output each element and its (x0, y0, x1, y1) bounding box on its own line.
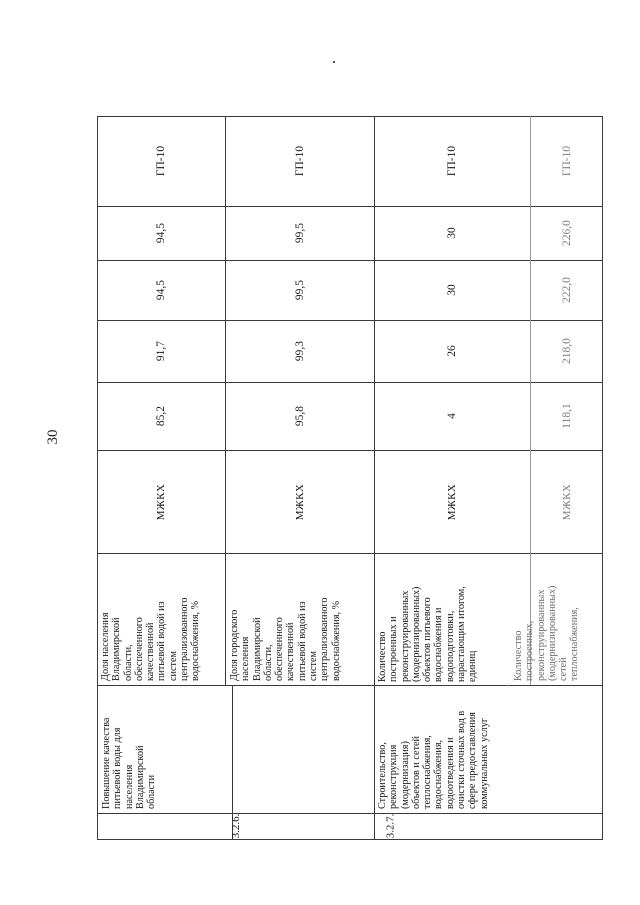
indicator-1-value-2 (97, 320, 225, 382)
measure-line: Строительство, (377, 742, 388, 809)
indicator-name (513, 586, 581, 681)
indicator-1-value-4 (97, 206, 225, 260)
measure-line: теплоснабжения, (422, 735, 434, 809)
value: 91,7 (155, 340, 167, 362)
indicator-line: качественной (285, 622, 297, 681)
indicator-2-executor-cell (225, 450, 374, 553)
indicator-line: водоснабжения, % (190, 600, 202, 681)
indicator-line: Доля городского (229, 609, 240, 681)
row-code: 3.2.7. (384, 813, 397, 839)
indicator-1-program (97, 116, 225, 206)
indicator-line: систем (308, 651, 320, 681)
indicator-line: обеспеченного (274, 617, 286, 681)
measure-line: реконструкция (388, 744, 400, 809)
indicator-line: централизованного (319, 597, 331, 681)
indicator-name (100, 597, 202, 681)
program-value: ГП-10 (446, 145, 458, 177)
indicator-1-value-3 (97, 260, 225, 320)
measure-line: Повышение качества (101, 717, 112, 809)
indicator-line: водоподготовки, (444, 610, 456, 682)
indicator-line: реконструированных (535, 589, 547, 681)
scan-speck (333, 61, 335, 63)
value: 30 (446, 227, 458, 239)
indicator-4-executor-cell (530, 450, 603, 553)
measure-line: коммунальных услуг (478, 717, 490, 809)
indicator-line: Владимирской (251, 617, 263, 681)
indicator-2-name-cell (225, 553, 374, 685)
program-value: ГП-10 (560, 145, 573, 177)
indicator-line: обеспеченного (133, 617, 145, 681)
program-value: ГП-10 (293, 145, 306, 177)
measure-line: объектов и сетей (410, 736, 422, 809)
indicator-line: единиц (467, 650, 479, 682)
indicator-4-top-edge (507, 685, 602, 686)
indicator-line: систем (167, 651, 179, 681)
indicator-line: (модернизированных) (410, 586, 422, 682)
indicator-line: построенных, (524, 620, 536, 681)
indicator-line: Количество (377, 631, 388, 682)
indicator-line: питьевой водой из (296, 601, 308, 681)
row-code: 3.2.6. (229, 813, 242, 839)
indicator-4-value-1 (530, 382, 603, 450)
executor-value: МЖКХ (446, 483, 458, 520)
indicator-line: населения (240, 636, 252, 681)
value: 222,0 (560, 277, 573, 303)
measure-text (101, 718, 157, 809)
page-number: 30 (45, 429, 61, 445)
indicator-name (229, 597, 342, 681)
table-bottom-border (97, 839, 603, 840)
measure-line: сфере предоставления (467, 712, 479, 809)
value: 99,3 (293, 340, 306, 362)
indicator-line: водоснабжения, % (330, 600, 342, 681)
value: 99,5 (293, 279, 306, 301)
indicator-line: сетей (558, 657, 570, 681)
row-3.2.6-code-cell (97, 813, 374, 839)
value: 94,5 (155, 222, 167, 244)
indicator-name (377, 586, 479, 682)
indicator-line: реконструированных (399, 590, 411, 682)
executor-value: МЖКХ (293, 483, 306, 520)
indicator-line: Владимирской (111, 617, 123, 681)
indicator-line: питьевой водой из (156, 601, 168, 681)
row-3.2.6-measure-cell (97, 685, 232, 813)
indicator-1-name-cell (97, 553, 225, 685)
indicator-3-value-1 (374, 382, 530, 450)
measure-line: Владимирской (134, 745, 146, 809)
indicator-4-value-3 (530, 260, 603, 320)
measure-line: водоснабжения, (433, 739, 445, 809)
row-sep-1b-upper (232, 685, 233, 755)
indicator-2-value-2 (225, 320, 374, 382)
measure-line: водоотведения и (444, 737, 456, 809)
indicator-line: Доля населения (100, 612, 111, 681)
indicator-3-executor-cell (374, 450, 530, 553)
indicator-line: качественной (145, 622, 157, 681)
indicator-line: централизованного (179, 597, 191, 681)
indicator-line: (модернизированных) (546, 585, 558, 681)
indicator-line: объектов питьевого (422, 597, 434, 682)
indicator-2-value-1 (225, 382, 374, 450)
rotated-table (97, 116, 603, 840)
indicator-2-program (225, 116, 374, 206)
indicator-3-value-3 (374, 260, 530, 320)
measure-line: области (146, 774, 158, 809)
indicator-1-value-1 (97, 382, 225, 450)
measure-text (377, 711, 490, 809)
value: 95,8 (293, 405, 306, 427)
program-value: ГП-10 (155, 145, 167, 177)
value: 218,0 (560, 338, 573, 364)
row-3.2.7-code-cell (374, 813, 603, 839)
measure-line: питьевой воды для (112, 727, 124, 809)
measure-line: населения (123, 764, 135, 809)
value: 94,5 (155, 279, 167, 301)
value: 118,1 (560, 403, 573, 429)
indicator-4-program (530, 116, 603, 206)
indicator-4-value-2 (530, 320, 603, 382)
indicator-line: Количество (513, 630, 524, 681)
indicator-1-executor-cell (97, 450, 225, 553)
indicator-3-program (374, 116, 530, 206)
measure-line: (модернизация) (399, 741, 411, 809)
indicator-line: области, (262, 644, 274, 681)
value: 85,2 (155, 405, 167, 427)
indicator-line: построенных и (388, 616, 400, 682)
executor-value: МЖКХ (155, 483, 167, 520)
indicator-2-value-3 (225, 260, 374, 320)
value: 30 (446, 284, 458, 296)
indicator-line: области, (122, 644, 134, 681)
indicator-3-value-4 (374, 206, 530, 260)
measure-line: очистки сточных вод в (456, 710, 468, 809)
indicator-line: нарастающим итогом, (456, 586, 468, 682)
row-3.2.7-measure-cell (374, 685, 507, 813)
value: 99,5 (293, 222, 306, 244)
value: 4 (446, 413, 458, 419)
indicator-3-name-cell (374, 553, 507, 685)
value: 26 (446, 345, 458, 357)
value: 226,0 (560, 220, 573, 246)
indicator-3-value-2 (374, 320, 530, 382)
indicator-line: водоснабжения и (433, 607, 445, 682)
indicator-4-name-cell (507, 553, 603, 685)
executor-value: МЖКХ (560, 483, 573, 520)
indicator-line: теплоснабжения, (569, 607, 581, 681)
indicator-2-value-4 (225, 206, 374, 260)
indicator-4-value-4 (530, 206, 603, 260)
